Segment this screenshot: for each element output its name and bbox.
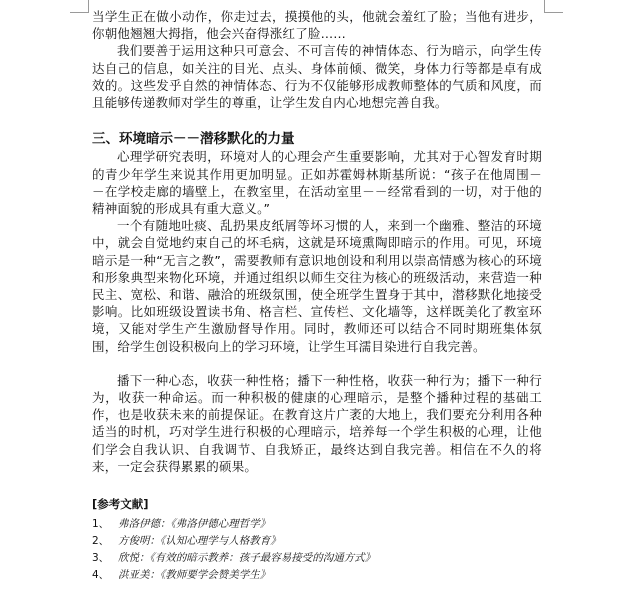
reference-number: 3、 [92, 552, 110, 564]
reference-text: 洪亚美：《教师要学会赞美学生》 [118, 569, 271, 581]
section-3-heading: 三、环境暗示－－潜移默化的力量 [92, 131, 295, 148]
paragraph-4: 一个有随地吐痰、乱扔果皮纸屑等坏习惯的人，来到一个幽雅、整洁的环境中，就会自觉地约束自己的坏毛病，这就是环境熏陶即暗示的作用。可见，环境暗示是一种“无言之教”，需要教师有意识地创设和利用以崇高情感为核心的环境和形象典型来物化环境，并通过组织以师生交往为核心的班级活动，来营造一种民主、宽松、和谐、融洽的班级氛围，使全班学生置身于其中，潜移默化地接受影响。比如班级设置读书角、格言栏、宣传栏、文化墙等，这样既美化了教室环境，又能对学生产生激励督导作用。同时，教师还可以结合不同时期班集体氛围，给学生创设积极向上的学习环境，让学生耳濡目染进行自我完善。 [92, 218, 542, 354]
page-corner-mark-right [544, 0, 563, 13]
page-corner-mark-left [70, 0, 89, 13]
reference-number: 2、 [92, 535, 110, 547]
reference-number: 1、 [92, 518, 110, 530]
paragraph-3: 心理学研究表明，环境对人的心理会产生重要影响，尤其对于心智发育时期的青少年学生来说其作用更加明显。正如苏霍姆林斯基所说：“孩子在他周围－－在学校走廊的墙壁上，在教室里，在活动室里－－经常看到的一切，对于他的精神面貌的形成具有重大意义。” [92, 149, 542, 217]
reference-text: 欣悦：《有效的暗示教养：孩子最容易接受的沟通方式》 [118, 552, 376, 564]
reference-text: 方俊明：《认知心理学与人格教育》 [118, 535, 281, 547]
reference-text: 弗洛伊德：《弗洛伊德心理哲学》 [118, 518, 271, 530]
paragraph-1: 当学生正在做小动作，你走过去，摸摸他的头，他就会羞红了脸；当他有进步，你朝他翘翘大拇指，他会兴奋得涨红了脸…… [92, 9, 542, 42]
reference-item [92, 516, 542, 533]
reference-item [92, 550, 542, 567]
reference-item [92, 567, 542, 584]
paragraph-5: 播下一种心态，收获一种性格；播下一种性格，收获一种行为；播下一种行为，收获一种命运。而一种积极的健康的心理暗示，是整个播种过程的基础工作，也是收获未来的前提保证。在教育这片广袤的大地上，我们要充分利用各种适当的时机，巧对学生进行积极的心理暗示，培养每一个学生积极的心理，让他们学会自我认识、自我调节、自我矫正，最终达到自我完善。相信在不久的将来，一定会获得累累的硕果。 [92, 372, 542, 474]
document-body [92, 8, 542, 475]
references-title: [参考文献] [92, 497, 149, 511]
paragraph-gap [92, 355, 542, 372]
reference-number: 4、 [92, 569, 110, 581]
references-section [92, 496, 542, 584]
paragraph-2: 我们要善于运用这种只可意会、不可言传的神情体态、行为暗示，向学生传达自己的信息，如关注的目光、点头、身体前倾、微笑，身体力行等都是卓有成效的。这些发乎自然的神情体态、行为不仅能够形成教师整体的气质和风度，而且能够传递教师对学生的尊重，让学生发自内心地想完善自我。 [92, 43, 542, 111]
reference-item [92, 533, 542, 550]
